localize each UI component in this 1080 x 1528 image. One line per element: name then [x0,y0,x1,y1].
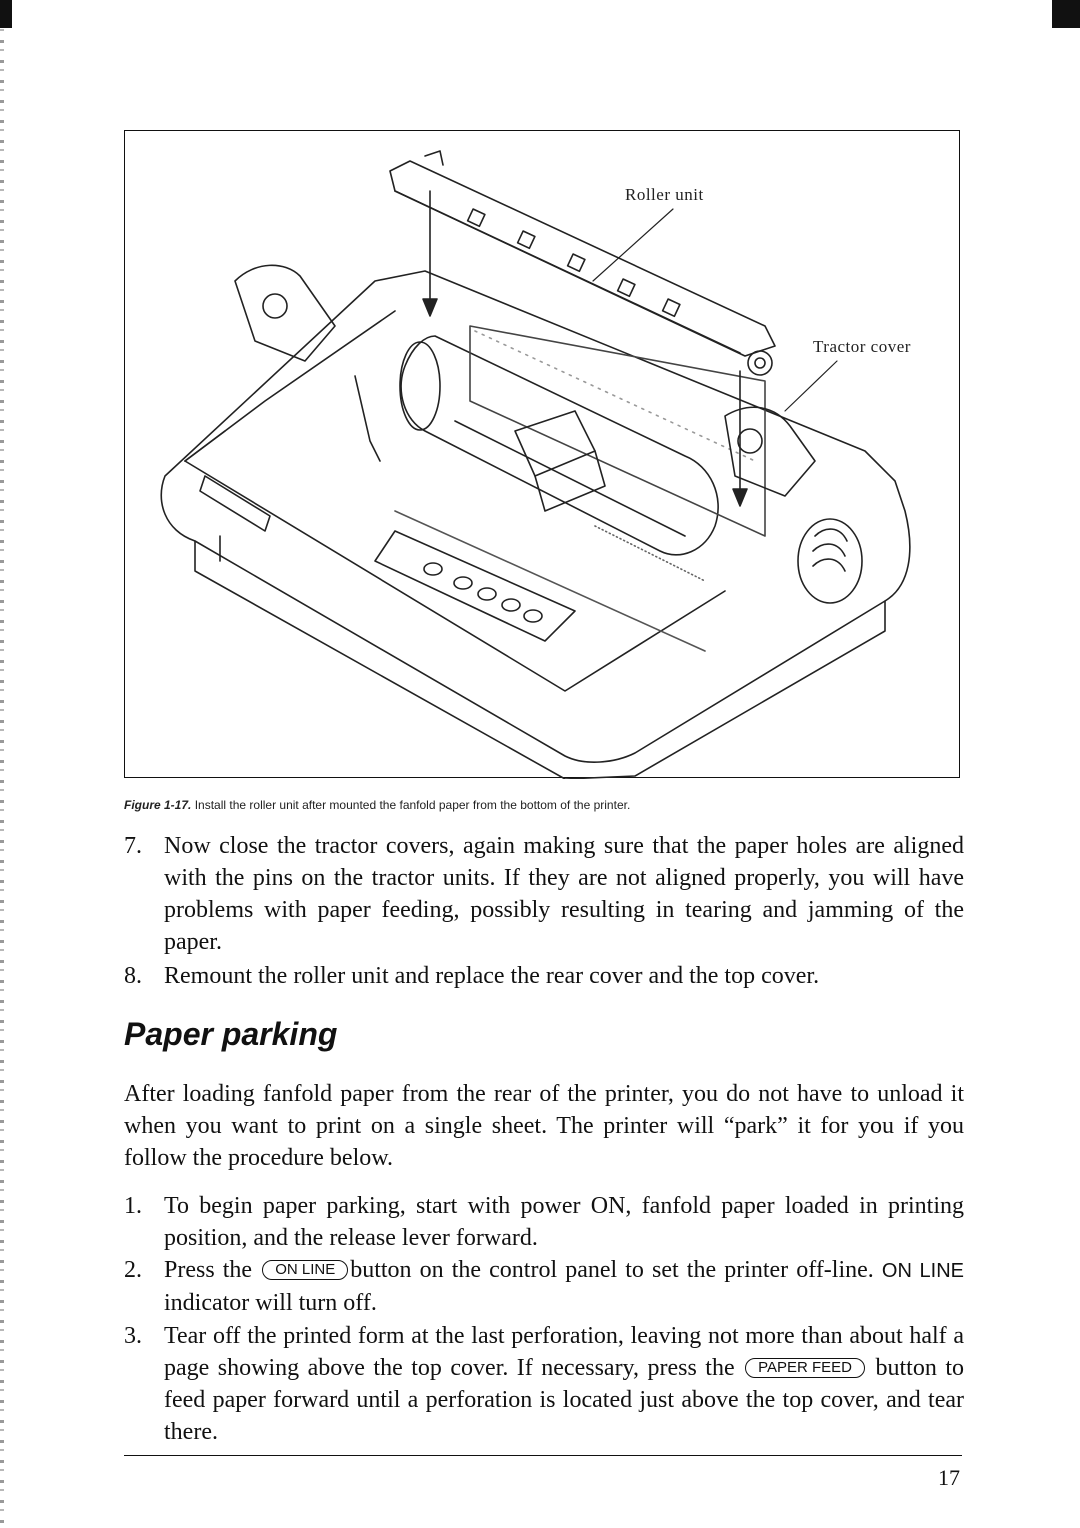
tractor-cover-callout: Tractor cover [813,337,911,356]
figure-label: Figure 1-17. [124,798,192,812]
step-number: 7. [124,833,142,859]
step-number: 2. [124,1257,142,1283]
step-text-after: button on the control panel to set the printer off-line. [350,1257,874,1283]
step-text-part-1: Tear off the printed form at the last perforation, leaving not more than about half a page showing above the top cover. If necessary, press the [164,1323,964,1381]
step-text-tail: indicator will turn off. [164,1290,377,1316]
step-number: 3. [124,1323,142,1349]
step-8 [124,960,964,992]
step-number: 8. [124,963,142,989]
footer-rule [124,1455,962,1456]
figure-caption [124,798,964,812]
section-heading: Paper parking [124,1016,338,1052]
parking-step-1 [124,1190,964,1254]
on-line-key: ON LINE [262,1260,348,1280]
corner-mark-left [0,0,12,28]
step-text [164,1320,964,1448]
figure-caption-text: Install the roller unit after mounted the fanfold paper from the bottom of the printer. [194,798,631,812]
indicator-name: ON LINE [881,1260,965,1282]
step-text: Now close the tractor covers, again making sure that the paper holes are aligned with the pins on the tractor units. If they are not aligned properly, you will have problems with paper feeding, possibly resulting in tearing and jamming of the paper. [164,833,964,955]
corner-mark-right [1052,0,1080,28]
step-text-before: Press the [164,1257,253,1283]
printer-illustration [125,131,961,779]
step-number: 1. [124,1193,142,1219]
figure-frame [124,130,960,778]
paper-feed-key: PAPER FEED [745,1358,865,1378]
roller-unit-callout: Roller unit [625,185,704,204]
parking-step-2 [124,1254,964,1319]
parking-step-3 [124,1320,964,1448]
step-7 [124,830,964,958]
step-text-part-2: button to feed paper forward until a perforation is located just above the top cover, and tear there. [164,1355,964,1445]
scan-edge [0,0,4,1528]
step-text: Remount the roller unit and replace the rear cover and the top cover. [164,963,820,989]
step-text [164,1254,964,1319]
step-text: To begin paper parking, start with power ON, fanfold paper loaded in printing position, and the release lever forward. [164,1193,964,1251]
intro-paragraph: After loading fanfold paper from the rear of the printer, you do not have to unload it when you want to print on a single sheet. The printer will “park” it for you if you follow the procedure below. [124,1081,964,1171]
page-number: 17 [938,1465,960,1490]
